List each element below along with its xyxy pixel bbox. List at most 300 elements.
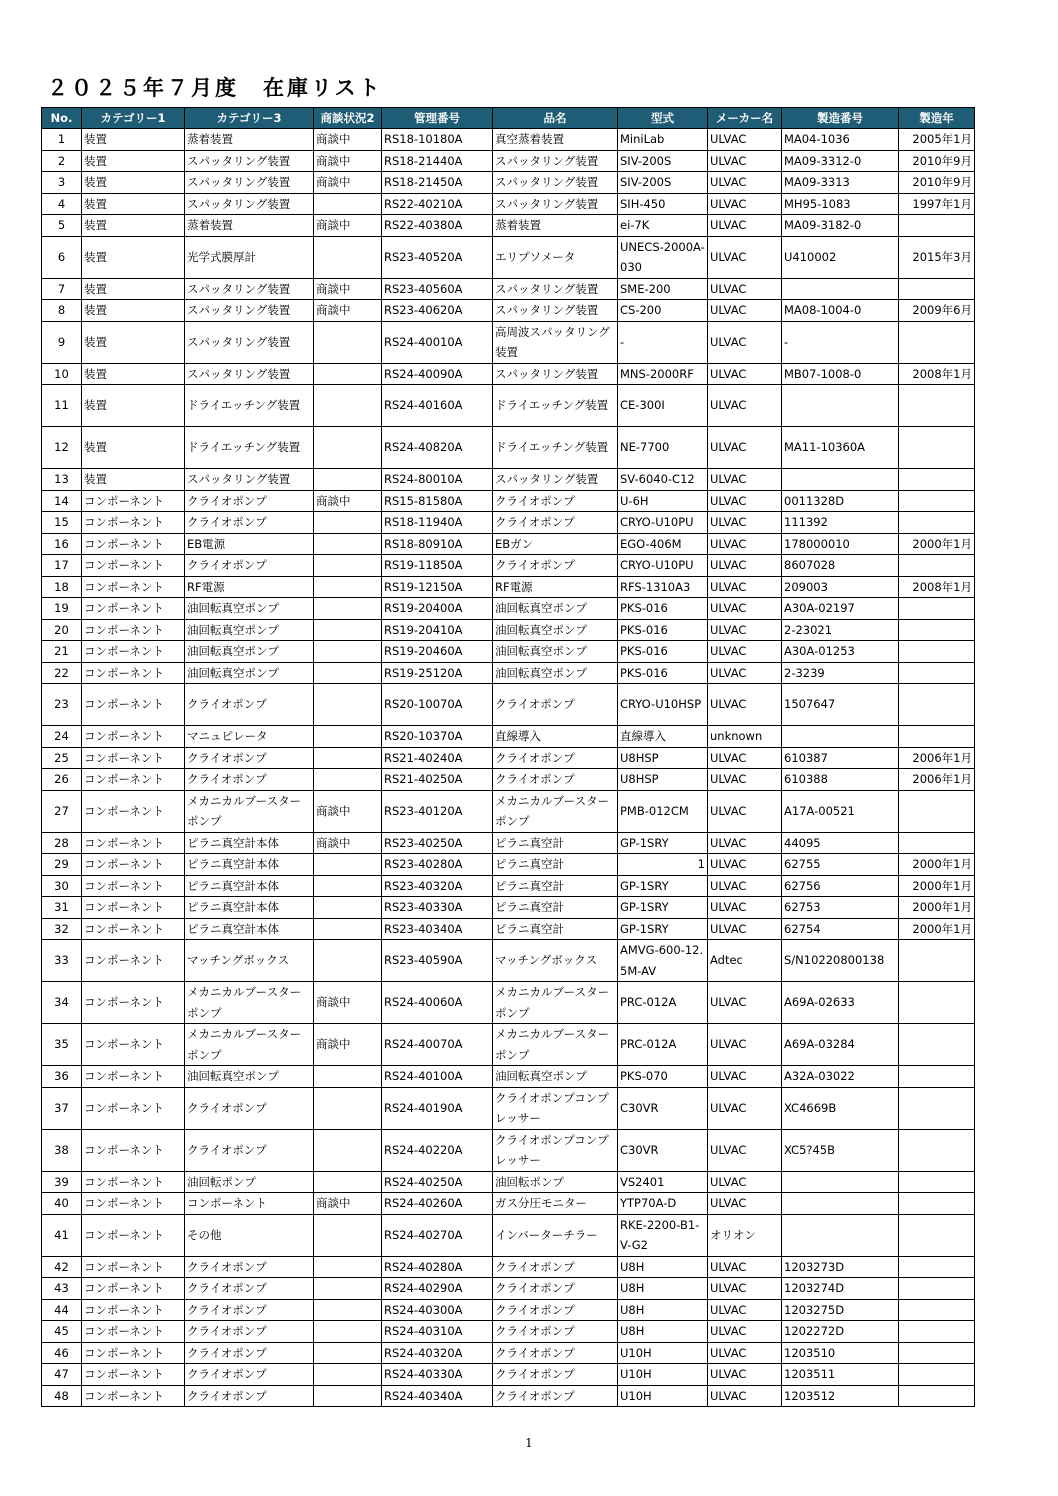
row-number: 5 bbox=[42, 215, 82, 237]
category3-cell: 光学式膜厚計 bbox=[185, 236, 314, 278]
category1-cell: コンポーネント bbox=[82, 897, 185, 919]
manufacture-date-cell bbox=[899, 982, 975, 1024]
row-number: 37 bbox=[42, 1087, 82, 1129]
row-number: 19 bbox=[42, 598, 82, 620]
header-cell: 製造年 bbox=[899, 108, 975, 129]
row-number: 1 bbox=[42, 129, 82, 151]
control-number-cell: RS18-21450A bbox=[382, 172, 493, 194]
serial-number-cell bbox=[782, 278, 899, 300]
manufacture-date-cell bbox=[899, 1193, 975, 1215]
manufacture-date-cell bbox=[899, 1129, 975, 1171]
model-cell: GP-1SRY bbox=[618, 875, 708, 897]
category3-cell: クライオポンプ bbox=[185, 684, 314, 726]
model-cell: - bbox=[618, 321, 708, 363]
manufacture-date-cell bbox=[899, 1256, 975, 1278]
header-cell: 管理番号 bbox=[382, 108, 493, 129]
row-number: 26 bbox=[42, 769, 82, 791]
model-cell: PRC-012A bbox=[618, 982, 708, 1024]
manufacture-date-cell bbox=[899, 1278, 975, 1300]
status-cell: 商談中 bbox=[314, 300, 382, 322]
status-cell bbox=[314, 1256, 382, 1278]
manufacture-date-cell bbox=[899, 619, 975, 641]
status-cell bbox=[314, 1066, 382, 1088]
control-number-cell: RS23-40520A bbox=[382, 236, 493, 278]
row-number: 8 bbox=[42, 300, 82, 322]
maker-cell: ULVAC bbox=[708, 576, 782, 598]
model-cell: PKS-016 bbox=[618, 662, 708, 684]
serial-number-cell: 62753 bbox=[782, 897, 899, 919]
table-row bbox=[42, 875, 975, 897]
maker-cell: ULVAC bbox=[708, 236, 782, 278]
table-row bbox=[42, 172, 975, 194]
table-row bbox=[42, 1321, 975, 1343]
category3-cell: クライオポンプ bbox=[185, 1321, 314, 1343]
control-number-cell: RS19-25120A bbox=[382, 662, 493, 684]
category3-cell: クライオポンプ bbox=[185, 490, 314, 512]
category3-cell: ドライエッチング装置 bbox=[185, 427, 314, 469]
row-number: 18 bbox=[42, 576, 82, 598]
status-cell bbox=[314, 875, 382, 897]
row-number: 24 bbox=[42, 726, 82, 748]
serial-number-cell: 178000010 bbox=[782, 533, 899, 555]
maker-cell: ULVAC bbox=[708, 1256, 782, 1278]
category1-cell: コンポーネント bbox=[82, 533, 185, 555]
status-cell bbox=[314, 1214, 382, 1256]
control-number-cell: RS15-81580A bbox=[382, 490, 493, 512]
row-number: 43 bbox=[42, 1278, 82, 1300]
category3-cell: クライオポンプ bbox=[185, 1278, 314, 1300]
product-name-cell: ピラニ真空計 bbox=[493, 918, 618, 940]
category1-cell: コンポーネント bbox=[82, 1066, 185, 1088]
product-name-cell: 油回転真空ポンプ bbox=[493, 1066, 618, 1088]
status-cell: 商談中 bbox=[314, 1193, 382, 1215]
status-cell bbox=[314, 1321, 382, 1343]
status-cell bbox=[314, 385, 382, 427]
table-row bbox=[42, 1066, 975, 1088]
table-row bbox=[42, 1024, 975, 1066]
manufacture-date-cell bbox=[899, 1087, 975, 1129]
category1-cell: 装置 bbox=[82, 385, 185, 427]
status-cell bbox=[314, 897, 382, 919]
category1-cell: 装置 bbox=[82, 150, 185, 172]
product-name-cell: ピラニ真空計 bbox=[493, 854, 618, 876]
category1-cell: コンポーネント bbox=[82, 940, 185, 982]
serial-number-cell: MA09-3182-0 bbox=[782, 215, 899, 237]
manufacture-date-cell bbox=[899, 1066, 975, 1088]
control-number-cell: RS18-80910A bbox=[382, 533, 493, 555]
model-cell: RKE-2200-B1-V-G2 bbox=[618, 1214, 708, 1256]
row-number: 36 bbox=[42, 1066, 82, 1088]
category3-cell: スパッタリング装置 bbox=[185, 363, 314, 385]
serial-number-cell: A69A-03284 bbox=[782, 1024, 899, 1066]
manufacture-date-cell: 2000年1月 bbox=[899, 854, 975, 876]
category3-cell: クライオポンプ bbox=[185, 1129, 314, 1171]
serial-number-cell: MA08-1004-0 bbox=[782, 300, 899, 322]
manufacture-date-cell: 2009年6月 bbox=[899, 300, 975, 322]
serial-number-cell: A30A-02197 bbox=[782, 598, 899, 620]
row-number: 15 bbox=[42, 512, 82, 534]
table-row bbox=[42, 1193, 975, 1215]
status-cell bbox=[314, 1364, 382, 1386]
maker-cell: ULVAC bbox=[708, 363, 782, 385]
serial-number-cell: 1203511 bbox=[782, 1364, 899, 1386]
row-number: 3 bbox=[42, 172, 82, 194]
status-cell bbox=[314, 619, 382, 641]
model-cell: CRYO-U10PU bbox=[618, 555, 708, 577]
maker-cell: ULVAC bbox=[708, 193, 782, 215]
model-cell: AMVG-600-12.5M-AV bbox=[618, 940, 708, 982]
manufacture-date-cell: 2010年9月 bbox=[899, 150, 975, 172]
row-number: 2 bbox=[42, 150, 82, 172]
table-row bbox=[42, 598, 975, 620]
product-name-cell: スパッタリング装置 bbox=[493, 193, 618, 215]
serial-number-cell: A32A-03022 bbox=[782, 1066, 899, 1088]
category1-cell: コンポーネント bbox=[82, 619, 185, 641]
control-number-cell: RS20-10070A bbox=[382, 684, 493, 726]
status-cell: 商談中 bbox=[314, 215, 382, 237]
row-number: 34 bbox=[42, 982, 82, 1024]
category3-cell: スパッタリング装置 bbox=[185, 321, 314, 363]
manufacture-date-cell bbox=[899, 1171, 975, 1193]
table-row bbox=[42, 427, 975, 469]
status-cell bbox=[314, 726, 382, 748]
status-cell bbox=[314, 236, 382, 278]
manufacture-date-cell bbox=[899, 598, 975, 620]
category1-cell: 装置 bbox=[82, 363, 185, 385]
control-number-cell: RS24-40190A bbox=[382, 1087, 493, 1129]
product-name-cell: スパッタリング装置 bbox=[493, 150, 618, 172]
product-name-cell: クライオポンプ bbox=[493, 1342, 618, 1364]
table-row bbox=[42, 512, 975, 534]
maker-cell: ULVAC bbox=[708, 619, 782, 641]
control-number-cell: RS24-40100A bbox=[382, 1066, 493, 1088]
model-cell: PKS-016 bbox=[618, 598, 708, 620]
control-number-cell: RS24-40070A bbox=[382, 1024, 493, 1066]
row-number: 40 bbox=[42, 1193, 82, 1215]
maker-cell: ULVAC bbox=[708, 769, 782, 791]
table-row bbox=[42, 1214, 975, 1256]
category1-cell: 装置 bbox=[82, 172, 185, 194]
category1-cell: コンポーネント bbox=[82, 684, 185, 726]
serial-number-cell: 111392 bbox=[782, 512, 899, 534]
manufacture-date-cell bbox=[899, 215, 975, 237]
row-number: 46 bbox=[42, 1342, 82, 1364]
model-cell: U-6H bbox=[618, 490, 708, 512]
row-number: 47 bbox=[42, 1364, 82, 1386]
manufacture-date-cell bbox=[899, 641, 975, 663]
maker-cell: ULVAC bbox=[708, 321, 782, 363]
maker-cell: ULVAC bbox=[708, 1193, 782, 1215]
product-name-cell: 油回転真空ポンプ bbox=[493, 662, 618, 684]
category3-cell: メカニカルブースターポンプ bbox=[185, 790, 314, 832]
manufacture-date-cell: 2015年3月 bbox=[899, 236, 975, 278]
table-body bbox=[42, 129, 975, 1407]
category3-cell: その他 bbox=[185, 1214, 314, 1256]
category1-cell: コンポーネント bbox=[82, 641, 185, 663]
serial-number-cell: MA09-3312-0 bbox=[782, 150, 899, 172]
serial-number-cell: - bbox=[782, 321, 899, 363]
category3-cell: スパッタリング装置 bbox=[185, 172, 314, 194]
model-cell: NE-7700 bbox=[618, 427, 708, 469]
maker-cell: ULVAC bbox=[708, 854, 782, 876]
control-number-cell: RS18-21440A bbox=[382, 150, 493, 172]
product-name-cell: クライオポンプ bbox=[493, 1256, 618, 1278]
table-row bbox=[42, 193, 975, 215]
product-name-cell: 真空蒸着装置 bbox=[493, 129, 618, 151]
category1-cell: コンポーネント bbox=[82, 1193, 185, 1215]
product-name-cell: 高周波スパッタリング装置 bbox=[493, 321, 618, 363]
maker-cell: ULVAC bbox=[708, 490, 782, 512]
table-header-row bbox=[42, 108, 975, 129]
serial-number-cell: 1203274D bbox=[782, 1278, 899, 1300]
row-number: 42 bbox=[42, 1256, 82, 1278]
category1-cell: コンポーネント bbox=[82, 918, 185, 940]
control-number-cell: RS23-40340A bbox=[382, 918, 493, 940]
product-name-cell: インバーターチラー bbox=[493, 1214, 618, 1256]
table-row bbox=[42, 1087, 975, 1129]
status-cell: 商談中 bbox=[314, 172, 382, 194]
category1-cell: コンポーネント bbox=[82, 726, 185, 748]
product-name-cell: 油回転真空ポンプ bbox=[493, 598, 618, 620]
control-number-cell: RS24-40320A bbox=[382, 1342, 493, 1364]
category3-cell: クライオポンプ bbox=[185, 512, 314, 534]
model-cell: U10H bbox=[618, 1385, 708, 1407]
category3-cell: RF電源 bbox=[185, 576, 314, 598]
category1-cell: コンポーネント bbox=[82, 769, 185, 791]
manufacture-date-cell: 2010年9月 bbox=[899, 172, 975, 194]
row-number: 41 bbox=[42, 1214, 82, 1256]
product-name-cell: 油回転真空ポンプ bbox=[493, 641, 618, 663]
status-cell bbox=[314, 1299, 382, 1321]
serial-number-cell bbox=[782, 385, 899, 427]
manufacture-date-cell bbox=[899, 1342, 975, 1364]
category1-cell: コンポーネント bbox=[82, 854, 185, 876]
model-cell: SV-6040-C12 bbox=[618, 469, 708, 491]
table-row bbox=[42, 363, 975, 385]
row-number: 10 bbox=[42, 363, 82, 385]
serial-number-cell: A30A-01253 bbox=[782, 641, 899, 663]
table-row bbox=[42, 1129, 975, 1171]
status-cell bbox=[314, 940, 382, 982]
manufacture-date-cell bbox=[899, 726, 975, 748]
category3-cell: ドライエッチング装置 bbox=[185, 385, 314, 427]
serial-number-cell: MA04-1036 bbox=[782, 129, 899, 151]
serial-number-cell: MB07-1008-0 bbox=[782, 363, 899, 385]
model-cell: PKS-016 bbox=[618, 641, 708, 663]
model-cell: MiniLab bbox=[618, 129, 708, 151]
category3-cell: 蒸着装置 bbox=[185, 215, 314, 237]
row-number: 17 bbox=[42, 555, 82, 577]
model-cell: SIH-450 bbox=[618, 193, 708, 215]
model-cell: U10H bbox=[618, 1342, 708, 1364]
table-row bbox=[42, 918, 975, 940]
control-number-cell: RS24-80010A bbox=[382, 469, 493, 491]
status-cell bbox=[314, 684, 382, 726]
maker-cell: ULVAC bbox=[708, 512, 782, 534]
maker-cell: ULVAC bbox=[708, 1364, 782, 1386]
header-cell: カテゴリー3 bbox=[185, 108, 314, 129]
control-number-cell: RS24-40340A bbox=[382, 1385, 493, 1407]
manufacture-date-cell: 1997年1月 bbox=[899, 193, 975, 215]
table-row bbox=[42, 278, 975, 300]
manufacture-date-cell: 2000年1月 bbox=[899, 897, 975, 919]
row-number: 16 bbox=[42, 533, 82, 555]
category3-cell: クライオポンプ bbox=[185, 1385, 314, 1407]
control-number-cell: RS24-40060A bbox=[382, 982, 493, 1024]
category3-cell: マッチングボックス bbox=[185, 940, 314, 982]
serial-number-cell bbox=[782, 1214, 899, 1256]
table-row bbox=[42, 1385, 975, 1407]
table-row bbox=[42, 1256, 975, 1278]
manufacture-date-cell bbox=[899, 385, 975, 427]
inventory-table bbox=[41, 107, 975, 1407]
header-cell: メーカー名 bbox=[708, 108, 782, 129]
table-row bbox=[42, 469, 975, 491]
status-cell bbox=[314, 193, 382, 215]
product-name-cell: エリプソメータ bbox=[493, 236, 618, 278]
status-cell bbox=[314, 1342, 382, 1364]
manufacture-date-cell bbox=[899, 790, 975, 832]
row-number: 13 bbox=[42, 469, 82, 491]
maker-cell: ULVAC bbox=[708, 897, 782, 919]
row-number: 14 bbox=[42, 490, 82, 512]
header-cell: 製造番号 bbox=[782, 108, 899, 129]
table-row bbox=[42, 684, 975, 726]
maker-cell: ULVAC bbox=[708, 1321, 782, 1343]
serial-number-cell: A69A-02633 bbox=[782, 982, 899, 1024]
manufacture-date-cell bbox=[899, 512, 975, 534]
category3-cell: クライオポンプ bbox=[185, 1364, 314, 1386]
category1-cell: コンポーネント bbox=[82, 747, 185, 769]
table-row bbox=[42, 790, 975, 832]
category1-cell: コンポーネント bbox=[82, 662, 185, 684]
model-cell: U8H bbox=[618, 1256, 708, 1278]
status-cell bbox=[314, 533, 382, 555]
category1-cell: 装置 bbox=[82, 215, 185, 237]
status-cell: 商談中 bbox=[314, 150, 382, 172]
category3-cell: スパッタリング装置 bbox=[185, 469, 314, 491]
page-title: ２０２５年７月度 在庫リスト bbox=[47, 76, 383, 100]
control-number-cell: RS24-40820A bbox=[382, 427, 493, 469]
maker-cell: ULVAC bbox=[708, 172, 782, 194]
category3-cell: メカニカルブースターポンプ bbox=[185, 982, 314, 1024]
table-row bbox=[42, 555, 975, 577]
serial-number-cell: XC4669B bbox=[782, 1087, 899, 1129]
model-cell: PKS-070 bbox=[618, 1066, 708, 1088]
category1-cell: コンポーネント bbox=[82, 1171, 185, 1193]
category1-cell: コンポーネント bbox=[82, 790, 185, 832]
manufacture-date-cell: 2006年1月 bbox=[899, 747, 975, 769]
table-row bbox=[42, 854, 975, 876]
manufacture-date-cell: 2000年1月 bbox=[899, 875, 975, 897]
control-number-cell: RS19-12150A bbox=[382, 576, 493, 598]
category1-cell: コンポーネント bbox=[82, 1278, 185, 1300]
status-cell bbox=[314, 1087, 382, 1129]
control-number-cell: RS24-40290A bbox=[382, 1278, 493, 1300]
product-name-cell: クライオポンプ bbox=[493, 490, 618, 512]
model-cell: 直線導入 bbox=[618, 726, 708, 748]
model-cell: C30VR bbox=[618, 1129, 708, 1171]
status-cell bbox=[314, 747, 382, 769]
status-cell: 商談中 bbox=[314, 278, 382, 300]
category1-cell: コンポーネント bbox=[82, 1299, 185, 1321]
category3-cell: 油回転真空ポンプ bbox=[185, 598, 314, 620]
model-cell: SIV-200S bbox=[618, 172, 708, 194]
row-number: 9 bbox=[42, 321, 82, 363]
header-cell: No. bbox=[42, 108, 82, 129]
model-cell: RFS-1310A3 bbox=[618, 576, 708, 598]
category1-cell: コンポーネント bbox=[82, 1129, 185, 1171]
maker-cell: ULVAC bbox=[708, 385, 782, 427]
product-name-cell: クライオポンプ bbox=[493, 1385, 618, 1407]
control-number-cell: RS23-40320A bbox=[382, 875, 493, 897]
product-name-cell: スパッタリング装置 bbox=[493, 363, 618, 385]
manufacture-date-cell bbox=[899, 1321, 975, 1343]
category3-cell: ピラニ真空計本体 bbox=[185, 832, 314, 854]
maker-cell: ULVAC bbox=[708, 790, 782, 832]
product-name-cell: 直線導入 bbox=[493, 726, 618, 748]
model-cell: U8H bbox=[618, 1321, 708, 1343]
model-cell: UNECS-2000A-030 bbox=[618, 236, 708, 278]
serial-number-cell: 610388 bbox=[782, 769, 899, 791]
category3-cell: スパッタリング装置 bbox=[185, 278, 314, 300]
row-number: 28 bbox=[42, 832, 82, 854]
model-cell: PRC-012A bbox=[618, 1024, 708, 1066]
maker-cell: ULVAC bbox=[708, 1129, 782, 1171]
serial-number-cell: 1507647 bbox=[782, 684, 899, 726]
product-name-cell: ガス分圧モニター bbox=[493, 1193, 618, 1215]
maker-cell: ULVAC bbox=[708, 150, 782, 172]
status-cell: 商談中 bbox=[314, 129, 382, 151]
serial-number-cell: MA09-3313 bbox=[782, 172, 899, 194]
category1-cell: コンポーネント bbox=[82, 1321, 185, 1343]
status-cell bbox=[314, 641, 382, 663]
serial-number-cell: 1203275D bbox=[782, 1299, 899, 1321]
manufacture-date-cell bbox=[899, 832, 975, 854]
manufacture-date-cell bbox=[899, 321, 975, 363]
model-cell: U10H bbox=[618, 1364, 708, 1386]
category1-cell: コンポーネント bbox=[82, 555, 185, 577]
category1-cell: コンポーネント bbox=[82, 1385, 185, 1407]
status-cell bbox=[314, 1278, 382, 1300]
model-cell: CE-300I bbox=[618, 385, 708, 427]
model-cell: VS2401 bbox=[618, 1171, 708, 1193]
category1-cell: 装置 bbox=[82, 236, 185, 278]
control-number-cell: RS19-20400A bbox=[382, 598, 493, 620]
row-number: 11 bbox=[42, 385, 82, 427]
control-number-cell: RS23-40590A bbox=[382, 940, 493, 982]
table-row bbox=[42, 1342, 975, 1364]
table-row bbox=[42, 300, 975, 322]
category1-cell: 装置 bbox=[82, 300, 185, 322]
product-name-cell: クライオポンプ bbox=[493, 512, 618, 534]
model-cell: U8H bbox=[618, 1299, 708, 1321]
serial-number-cell: 62755 bbox=[782, 854, 899, 876]
serial-number-cell bbox=[782, 1193, 899, 1215]
table-row bbox=[42, 1364, 975, 1386]
control-number-cell: RS24-40250A bbox=[382, 1171, 493, 1193]
row-number: 33 bbox=[42, 940, 82, 982]
header-cell: 型式 bbox=[618, 108, 708, 129]
product-name-cell: 油回転真空ポンプ bbox=[493, 619, 618, 641]
category3-cell: スパッタリング装置 bbox=[185, 150, 314, 172]
status-cell: 商談中 bbox=[314, 1024, 382, 1066]
category1-cell: コンポーネント bbox=[82, 1364, 185, 1386]
row-number: 23 bbox=[42, 684, 82, 726]
serial-number-cell: 1203510 bbox=[782, 1342, 899, 1364]
manufacture-date-cell bbox=[899, 1385, 975, 1407]
manufacture-date-cell: 2005年1月 bbox=[899, 129, 975, 151]
